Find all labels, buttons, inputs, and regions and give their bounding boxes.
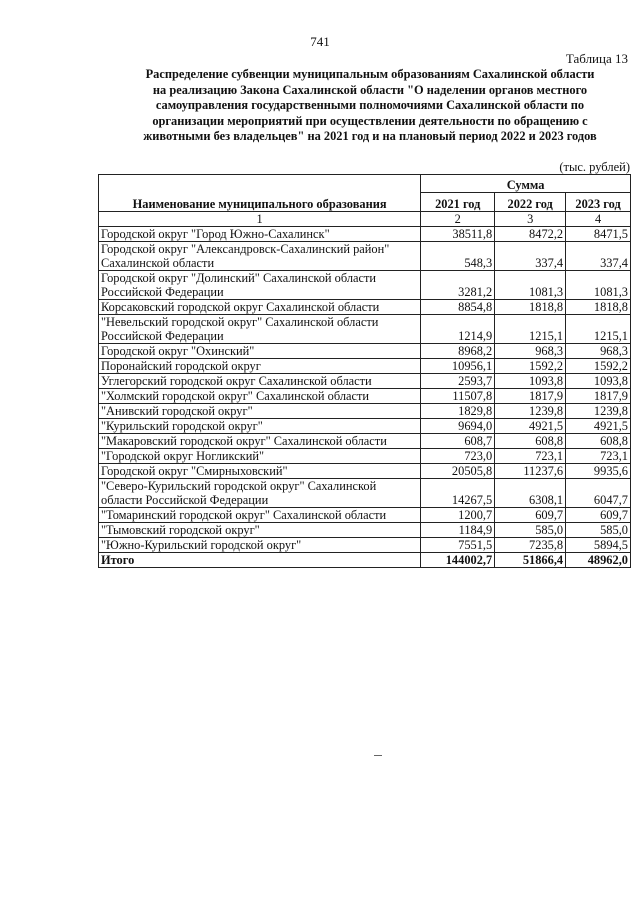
amount-2022: 1239,8 bbox=[495, 404, 566, 419]
total-2022: 51866,4 bbox=[495, 553, 566, 568]
amount-2021: 14267,5 bbox=[421, 479, 495, 508]
table-label: Таблица 13 bbox=[565, 51, 628, 66]
amount-2023: 6047,7 bbox=[566, 479, 631, 508]
amount-2022: 1081,3 bbox=[495, 271, 566, 300]
amount-2022: 1592,2 bbox=[495, 359, 566, 374]
column-index: 4 bbox=[566, 212, 631, 227]
header-year-2023: 2023 год bbox=[566, 192, 631, 211]
total-label: Итого bbox=[99, 553, 421, 568]
table-row bbox=[99, 227, 631, 242]
amount-2022: 337,4 bbox=[495, 242, 566, 271]
municipality-name: Городской округ "Александровск-Сахалинский район" Сахалинской области bbox=[99, 242, 421, 271]
table-row bbox=[99, 389, 631, 404]
units-label: (тыс. рублей) bbox=[559, 160, 630, 174]
amount-2022: 608,8 bbox=[495, 434, 566, 449]
title-line: организации мероприятий при осуществлении деятельности по обращению с bbox=[152, 113, 588, 128]
amount-2021: 7551,5 bbox=[421, 538, 495, 553]
amount-2022: 6308,1 bbox=[495, 479, 566, 508]
table-row bbox=[99, 508, 631, 523]
subvention-table bbox=[98, 174, 631, 568]
municipality-name: Городской округ "Город Южно-Сахалинск" bbox=[99, 227, 421, 242]
municipality-name: Корсаковский городской округ Сахалинской области bbox=[99, 300, 421, 315]
amount-2023: 337,4 bbox=[566, 242, 631, 271]
amount-2022: 723,1 bbox=[495, 449, 566, 464]
amount-2022: 7235,8 bbox=[495, 538, 566, 553]
table-body bbox=[99, 227, 631, 553]
table-row bbox=[99, 404, 631, 419]
amount-2022: 8472,2 bbox=[495, 227, 566, 242]
amount-2023: 1818,8 bbox=[566, 300, 631, 315]
amount-2022: 585,0 bbox=[495, 523, 566, 538]
total-row bbox=[99, 553, 631, 568]
amount-2022: 1817,9 bbox=[495, 389, 566, 404]
header-name-column: Наименование муниципального образования bbox=[99, 175, 421, 212]
amount-2021: 1214,9 bbox=[421, 315, 495, 344]
amount-2021: 10956,1 bbox=[421, 359, 495, 374]
municipality-name: "Городской округ Ногликский" bbox=[99, 449, 421, 464]
header-year-2021: 2021 год bbox=[421, 192, 495, 211]
amount-2021: 38511,8 bbox=[421, 227, 495, 242]
table-row bbox=[99, 359, 631, 374]
municipality-name: "Тымовский городской округ" bbox=[99, 523, 421, 538]
amount-2022: 609,7 bbox=[495, 508, 566, 523]
column-index: 1 bbox=[99, 212, 421, 227]
amount-2021: 1184,9 bbox=[421, 523, 495, 538]
amount-2023: 1081,3 bbox=[566, 271, 631, 300]
amount-2023: 1592,2 bbox=[566, 359, 631, 374]
amount-2023: 609,7 bbox=[566, 508, 631, 523]
amount-2021: 11507,8 bbox=[421, 389, 495, 404]
amount-2022: 968,3 bbox=[495, 344, 566, 359]
amount-2023: 1215,1 bbox=[566, 315, 631, 344]
amount-2021: 8854,8 bbox=[421, 300, 495, 315]
header-sum: Сумма bbox=[421, 175, 631, 193]
amount-2022: 1215,1 bbox=[495, 315, 566, 344]
amount-2022: 11237,6 bbox=[495, 464, 566, 479]
title-line: Распределение субвенции муниципальным образованиям Сахалинской области bbox=[145, 67, 595, 81]
total-2023: 48962,0 bbox=[566, 553, 631, 568]
amount-2022: 1818,8 bbox=[495, 300, 566, 315]
title-line: на реализацию Закона Сахалинской области "О наделении органов местного bbox=[152, 82, 588, 97]
table-row bbox=[99, 419, 631, 434]
table-row bbox=[99, 242, 631, 271]
table-row bbox=[99, 464, 631, 479]
amount-2021: 20505,8 bbox=[421, 464, 495, 479]
footer-dash bbox=[374, 755, 382, 756]
header-year-2022: 2022 год bbox=[495, 192, 566, 211]
document-title bbox=[110, 67, 630, 145]
amount-2021: 8968,2 bbox=[421, 344, 495, 359]
amount-2023: 5894,5 bbox=[566, 538, 631, 553]
municipality-name: "Невельский городской округ" Сахалинской области Российской Федерации bbox=[99, 315, 421, 344]
table-row bbox=[99, 449, 631, 464]
municipality-name: "Томаринский городской округ" Сахалинской области bbox=[99, 508, 421, 523]
table-row bbox=[99, 300, 631, 315]
amount-2021: 3281,2 bbox=[421, 271, 495, 300]
amount-2023: 9935,6 bbox=[566, 464, 631, 479]
amount-2021: 1829,8 bbox=[421, 404, 495, 419]
amount-2023: 8471,5 bbox=[566, 227, 631, 242]
municipality-name: "Курильский городской округ" bbox=[99, 419, 421, 434]
amount-2023: 585,0 bbox=[566, 523, 631, 538]
amount-2023: 968,3 bbox=[566, 344, 631, 359]
column-index: 3 bbox=[495, 212, 566, 227]
table-row bbox=[99, 479, 631, 508]
municipality-name: "Северо-Курильский городской округ" Сахалинской области Российской Федерации bbox=[99, 479, 421, 508]
table-row bbox=[99, 315, 631, 344]
table-row bbox=[99, 523, 631, 538]
amount-2021: 1200,7 bbox=[421, 508, 495, 523]
amount-2023: 723,1 bbox=[566, 449, 631, 464]
amount-2021: 548,3 bbox=[421, 242, 495, 271]
table-row bbox=[99, 538, 631, 553]
municipality-name: "Южно-Курильский городской округ" bbox=[99, 538, 421, 553]
table-row bbox=[99, 434, 631, 449]
amount-2022: 1093,8 bbox=[495, 374, 566, 389]
table-row bbox=[99, 344, 631, 359]
page-number: 741 bbox=[310, 34, 330, 49]
amount-2022: 4921,5 bbox=[495, 419, 566, 434]
municipality-name: "Анивский городской округ" bbox=[99, 404, 421, 419]
municipality-name: "Макаровский городской округ" Сахалинской области bbox=[99, 434, 421, 449]
column-index: 2 bbox=[421, 212, 495, 227]
amount-2023: 608,8 bbox=[566, 434, 631, 449]
amount-2021: 2593,7 bbox=[421, 374, 495, 389]
table-row bbox=[99, 374, 631, 389]
municipality-name: Городской округ "Смирныховский" bbox=[99, 464, 421, 479]
municipality-name: Городской округ "Охинский" bbox=[99, 344, 421, 359]
title-line: животными без владельцев" на 2021 год и на плановый период 2022 и 2023 годов bbox=[143, 129, 597, 144]
amount-2023: 4921,5 bbox=[566, 419, 631, 434]
municipality-name: Поронайский городской округ bbox=[99, 359, 421, 374]
amount-2023: 1817,9 bbox=[566, 389, 631, 404]
amount-2021: 608,7 bbox=[421, 434, 495, 449]
municipality-name: Городской округ "Долинский" Сахалинской области Российской Федерации bbox=[99, 271, 421, 300]
amount-2021: 723,0 bbox=[421, 449, 495, 464]
table-row bbox=[99, 271, 631, 300]
amount-2023: 1239,8 bbox=[566, 404, 631, 419]
title-line: самоуправления государственными полномочиями Сахалинской области по bbox=[155, 98, 585, 113]
amount-2021: 9694,0 bbox=[421, 419, 495, 434]
amount-2023: 1093,8 bbox=[566, 374, 631, 389]
total-2021: 144002,7 bbox=[421, 553, 495, 568]
municipality-name: "Холмский городской округ" Сахалинской области bbox=[99, 389, 421, 404]
municipality-name: Углегорский городской округ Сахалинской области bbox=[99, 374, 421, 389]
